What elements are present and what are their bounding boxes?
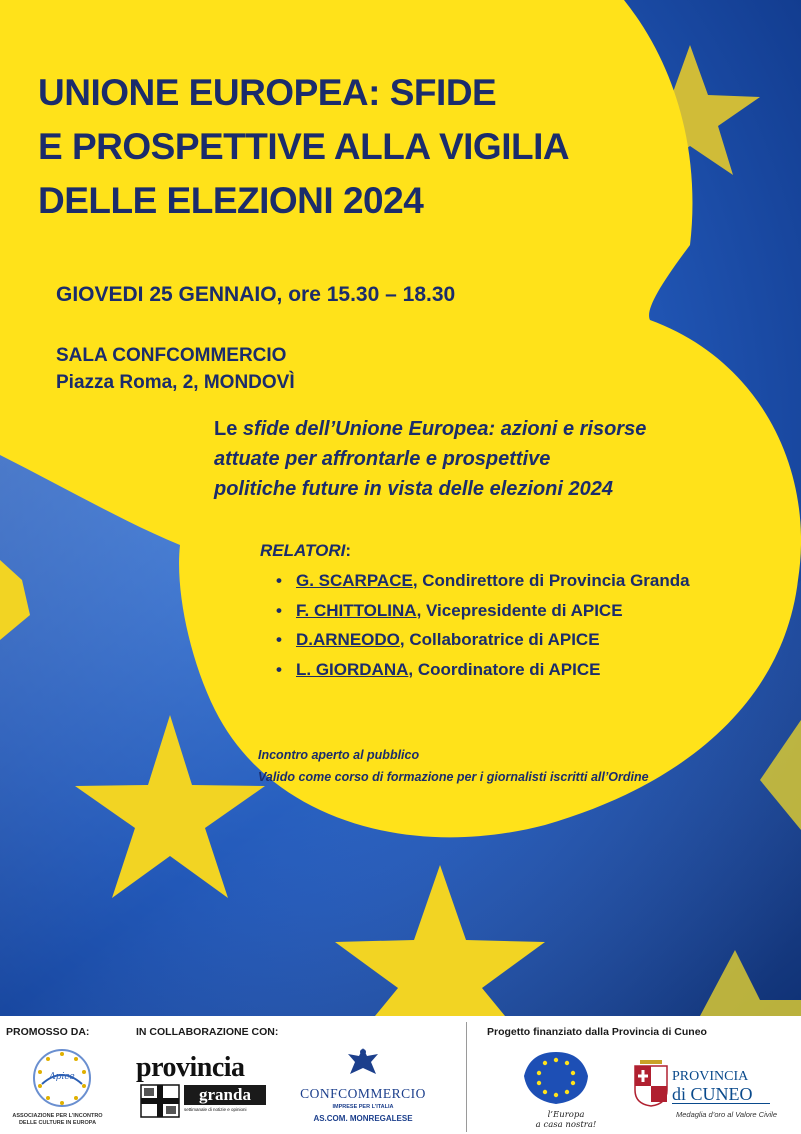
venue-address: Piazza Roma, 2, MONDOVÌ	[56, 372, 295, 393]
speakers-title: RELATORI	[260, 541, 346, 560]
apice-logo-icon	[30, 1046, 94, 1112]
provincia-granda-label: granda	[184, 1085, 266, 1105]
footer-divider	[466, 1022, 467, 1132]
speaker-item	[276, 596, 690, 626]
confcommercio-eagle-icon	[344, 1044, 382, 1082]
bullet-icon: •	[276, 600, 282, 620]
event-description	[214, 414, 774, 504]
description-line-3: politiche future in vista delle elezioni 2024	[214, 478, 614, 500]
speaker-name: D.ARNEODO	[296, 630, 400, 649]
provincia-cuneo-crest-icon	[632, 1058, 670, 1108]
speakers-list	[276, 566, 690, 684]
provincia-cuneo-medal: Medaglia d’oro al Valore Civile	[676, 1110, 778, 1119]
promoted-by-label: PROMOSSO DA:	[6, 1026, 90, 1038]
title-line: UNIONE EUROPEA: SFIDE	[38, 72, 497, 113]
venue-name: SALA CONFCOMMERCIO	[56, 345, 287, 366]
description-italic: sfide dell’Unione Europea: azioni e risorse	[242, 418, 647, 440]
provincia-cuneo-line-2: di CUNEO	[672, 1085, 770, 1104]
confcommercio-name: CONFCOMMERCIO	[300, 1086, 426, 1101]
apice-caption: ASSOCIAZIONE PER L’INCONTRO DELLE CULTURE IN EUROPA	[12, 1113, 103, 1126]
note-training-credit: Valido come corso di formazione per i giornalisti iscritti all’Ordine	[258, 770, 649, 784]
speaker-item	[276, 655, 690, 685]
bullet-icon: •	[276, 630, 282, 649]
speaker-role: , Condirettore di Provincia Granda	[412, 571, 690, 590]
europa-caption-line-1: l’Europa	[547, 1110, 585, 1120]
event-title	[38, 66, 718, 228]
speaker-name: G. SCARPACE	[296, 571, 413, 590]
event-notes	[258, 744, 649, 788]
provincia-cuneo-wordmark	[672, 1069, 770, 1104]
event-venue	[56, 342, 295, 396]
bullet-icon: •	[276, 659, 282, 679]
confcommercio-association: AS.COM. MONREGALESE	[313, 1114, 413, 1123]
speaker-item	[276, 566, 690, 596]
title-line: DELLE ELEZIONI 2024	[38, 180, 424, 221]
speakers-heading	[260, 541, 351, 561]
description-line-2: attuate per affrontarle e prospettive	[214, 448, 551, 470]
speaker-role: , Collaboratrice di APICE	[399, 630, 600, 649]
speaker-item	[276, 625, 690, 655]
provincia-cuneo-line-1: PROVINCIA	[672, 1069, 749, 1084]
speaker-role: , Coordinatore di APICE	[408, 659, 601, 679]
europa-caption	[516, 1110, 616, 1130]
speaker-name: F. CHITTOLINA	[296, 600, 417, 620]
note-open-public: Incontro aperto al pubblico	[258, 748, 420, 762]
bullet-icon: •	[276, 571, 282, 590]
apice-logo-text: Apice	[49, 1072, 75, 1082]
description-prefix: Le	[214, 418, 243, 440]
provincia-granda-crest-icon	[140, 1084, 180, 1118]
sponsor-footer	[0, 1016, 801, 1134]
collaboration-label: IN COLLABORAZIONE CON:	[136, 1026, 279, 1038]
europa-house-logo-icon	[520, 1046, 592, 1108]
funded-by-label: Progetto finanziato dalla Provincia di Cuneo	[487, 1026, 707, 1038]
event-date: GIOVEDI 25 GENNAIO, ore 15.30 – 18.30	[56, 283, 456, 306]
title-line: E PROSPETTIVE ALLA VIGILIA	[38, 126, 570, 167]
speakers-colon: :	[345, 541, 351, 560]
provincia-granda-wordmark: provincia	[136, 1052, 245, 1083]
speaker-name: L. GIORDANA	[296, 659, 409, 679]
confcommercio-subtitle: IMPRESE PER L’ITALIA	[332, 1104, 394, 1110]
description-line-1	[214, 414, 774, 444]
speaker-role: , Vicepresidente di APICE	[416, 600, 623, 620]
provincia-granda-tagline: settimanale di notizie e opinioni	[184, 1107, 247, 1112]
europa-caption-line-2: a casa nostra!	[535, 1120, 597, 1130]
